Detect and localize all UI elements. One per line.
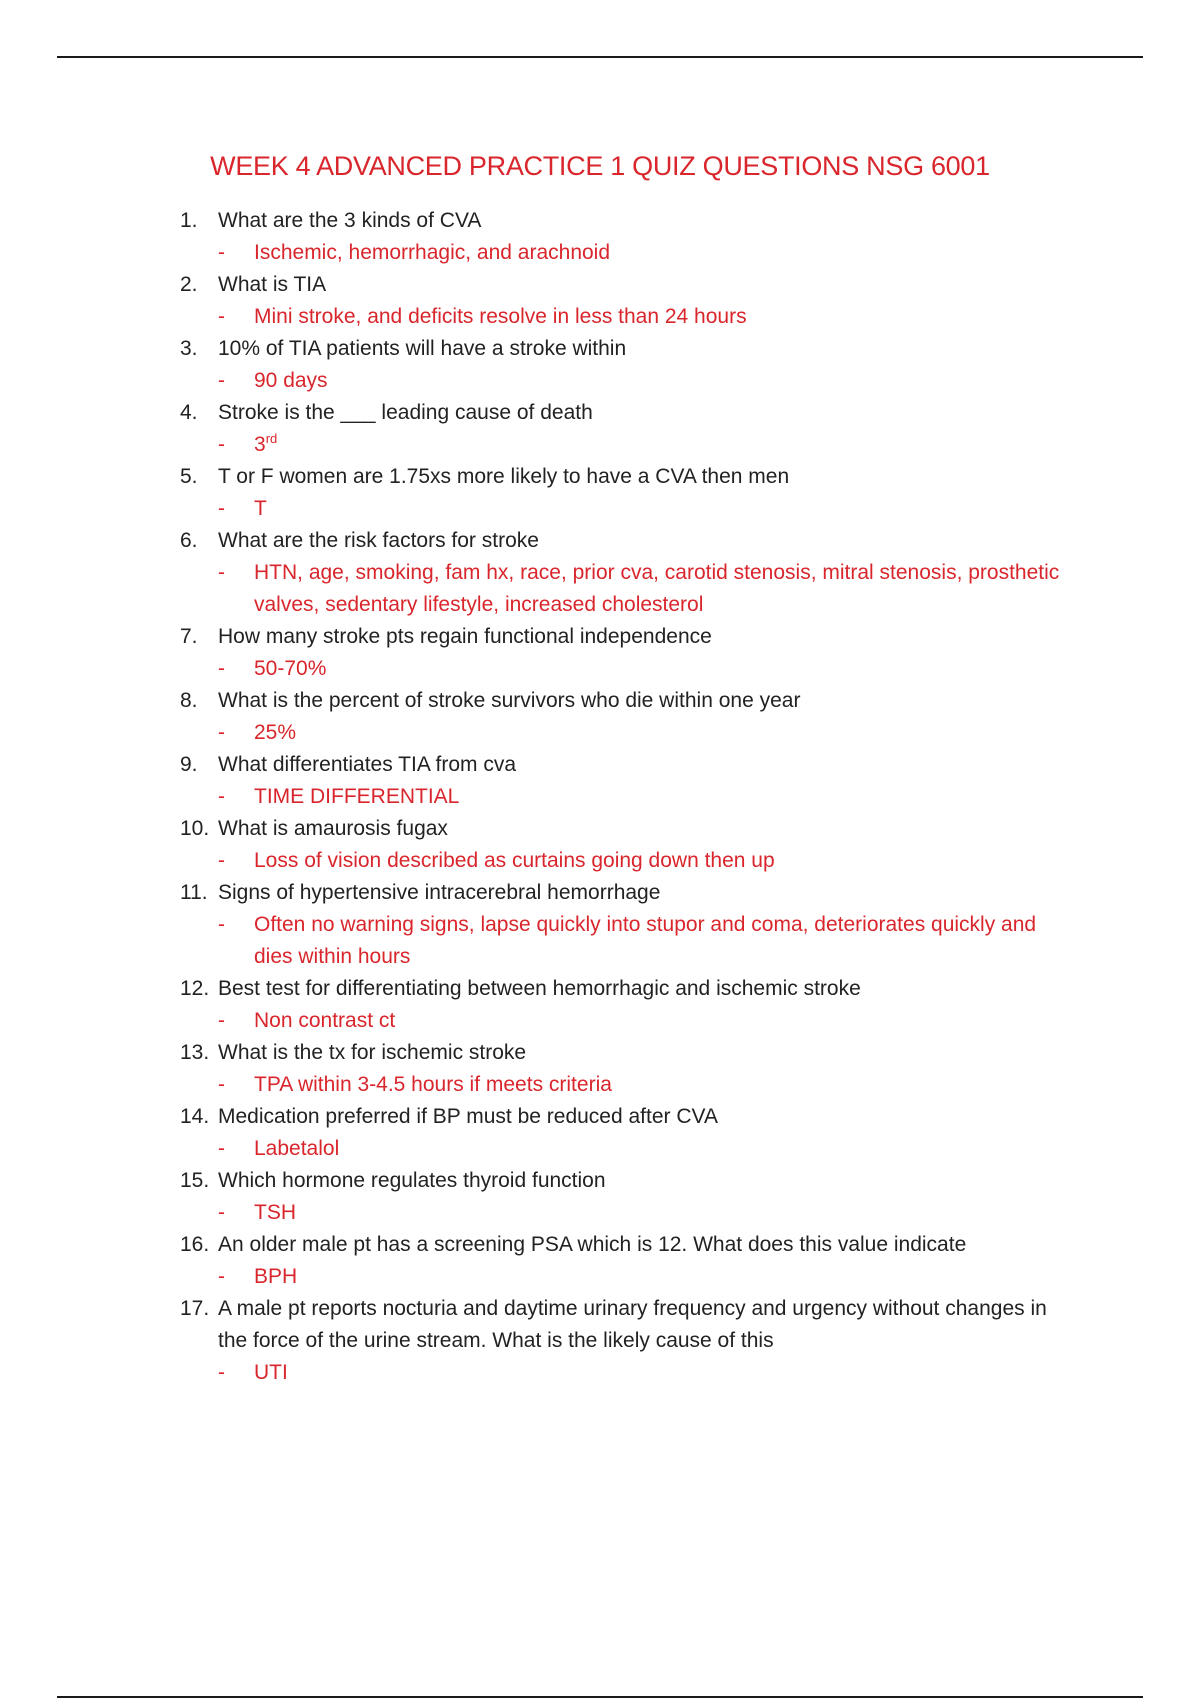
answer-dash: - [218,721,225,744]
answer-line [180,1197,1080,1229]
answer-text: Non contrast ct [254,1009,396,1032]
question-item [180,621,1080,685]
question-line [180,205,1080,237]
answer-line [180,845,1080,877]
answer-line [180,781,1080,813]
question-number: 11. [180,881,208,904]
question-text: What is TIA [218,273,327,296]
answer-line [180,1261,1080,1293]
answer-dash: - [218,657,225,680]
question-item [180,333,1080,397]
answer-dash: - [218,1137,225,1160]
answer-text: Mini stroke, and deficits resolve in less than 24 hours [254,305,747,328]
question-text: What differentiates TIA from cva [218,753,517,776]
answer-line [180,1069,1080,1101]
answer-dash: - [218,241,225,264]
question-item [180,1165,1080,1229]
answer-text: 90 days [254,369,328,392]
question-item [180,685,1080,749]
question-text: A male pt reports nocturia and daytime urinary frequency and urgency without changes in the force of the urine stream. What is the likely cause of this [218,1297,1047,1352]
question-number: 9. [180,753,198,776]
question-item [180,1229,1080,1293]
question-number: 2. [180,273,198,296]
question-number: 15. [180,1169,210,1192]
answer-dash: - [218,433,225,456]
answer-dash: - [218,1073,225,1096]
answer-text: Loss of vision described as curtains going down then up [254,849,775,872]
question-item [180,1037,1080,1101]
answer-text: TSH [254,1201,296,1224]
answer-dash: - [218,1265,225,1288]
question-number: 13. [180,1041,210,1064]
answer-dash: - [218,561,225,584]
question-item [180,973,1080,1037]
question-item [180,397,1080,461]
question-number: 4. [180,401,198,424]
question-number: 12. [180,977,210,1000]
answer-line [180,301,1080,333]
answer-superscript: rd [265,431,278,446]
question-number: 8. [180,689,198,712]
question-line [180,1293,1080,1357]
question-item [180,205,1080,269]
question-text: Which hormone regulates thyroid function [218,1169,606,1192]
answer-line [180,1005,1080,1037]
question-line [180,333,1080,365]
question-number: 5. [180,465,198,488]
answer-line [180,493,1080,525]
question-line [180,621,1080,653]
question-text: 10% of TIA patients will have a stroke within [218,337,627,360]
question-item [180,749,1080,813]
answer-line [180,1357,1080,1389]
question-text: T or F women are 1.75xs more likely to have a CVA then men [218,465,790,488]
answer-dash: - [218,1201,225,1224]
question-text: Signs of hypertensive intracerebral hemorrhage [218,881,661,904]
answer-dash: - [218,913,225,936]
answer-dash: - [218,849,225,872]
question-line [180,461,1080,493]
question-text: What is the tx for ischemic stroke [218,1041,527,1064]
question-item [180,269,1080,333]
answer-text: UTI [254,1361,288,1384]
answer-text: TPA within 3-4.5 hours if meets criteria [254,1073,612,1096]
question-text: An older male pt has a screening PSA which is 12. What does this value indicate [218,1233,967,1256]
answer-line [180,909,1080,973]
answer-text: Often no warning signs, lapse quickly into stupor and coma, deteriorates quickly and dies within hours [254,913,1037,968]
question-item [180,1101,1080,1165]
answer-text: 50-70% [254,657,327,680]
question-text: What are the risk factors for stroke [218,529,539,552]
answer-dash: - [218,369,225,392]
question-text: What is amaurosis fugax [218,817,448,840]
question-text: Best test for differentiating between hemorrhagic and ischemic stroke [218,977,861,1000]
question-line [180,1229,1080,1261]
question-line [180,813,1080,845]
question-item [180,461,1080,525]
answer-line [180,717,1080,749]
question-line [180,1037,1080,1069]
answer-text: 3 [254,433,266,456]
answer-dash: - [218,1361,225,1384]
question-line [180,525,1080,557]
question-list [180,205,1080,1389]
answer-text: Ischemic, hemorrhagic, and arachnoid [254,241,611,264]
question-text: What are the 3 kinds of CVA [218,209,482,232]
answer-line [180,1133,1080,1165]
question-line [180,877,1080,909]
answer-line [180,237,1080,269]
answer-text: TIME DIFFERENTIAL [254,785,460,808]
answer-text: Labetalol [254,1137,340,1160]
document-title: WEEK 4 ADVANCED PRACTICE 1 QUIZ QUESTIONS NSG 6001 [210,151,990,181]
question-text: What is the percent of stroke survivors who die within one year [218,689,801,712]
question-number: 17. [180,1297,210,1320]
question-number: 10. [180,817,210,840]
question-line [180,973,1080,1005]
answer-line [180,429,1080,461]
question-item [180,877,1080,973]
answer-dash: - [218,785,225,808]
answer-text: BPH [254,1265,298,1288]
answer-dash: - [218,305,225,328]
top-rule [57,56,1143,58]
bottom-rule [57,1696,1143,1698]
answer-dash: - [218,1009,225,1032]
answer-line [180,653,1080,685]
answer-dash: - [218,497,225,520]
answer-line [180,557,1080,621]
answer-line [180,365,1080,397]
question-line [180,397,1080,429]
answer-text: 25% [254,721,297,744]
question-line [180,1165,1080,1197]
question-number: 14. [180,1105,210,1128]
question-number: 7. [180,625,198,648]
answer-text: T [254,497,267,520]
question-text: How many stroke pts regain functional independence [218,625,712,648]
question-line [180,749,1080,781]
question-number: 1. [180,209,198,232]
question-item [180,813,1080,877]
question-number: 3. [180,337,198,360]
question-number: 16. [180,1233,210,1256]
question-item [180,525,1080,621]
question-number: 6. [180,529,198,552]
question-item [180,1293,1080,1389]
answer-text: HTN, age, smoking, fam hx, race, prior cva, carotid stenosis, mitral stenosis, prosthetic valves, sedentary lifestyle, increased cholesterol [254,561,1060,616]
question-line [180,269,1080,301]
question-line [180,1101,1080,1133]
question-text: Stroke is the ___ leading cause of death [218,401,593,424]
question-text: Medication preferred if BP must be reduced after CVA [218,1105,718,1128]
question-line [180,685,1080,717]
